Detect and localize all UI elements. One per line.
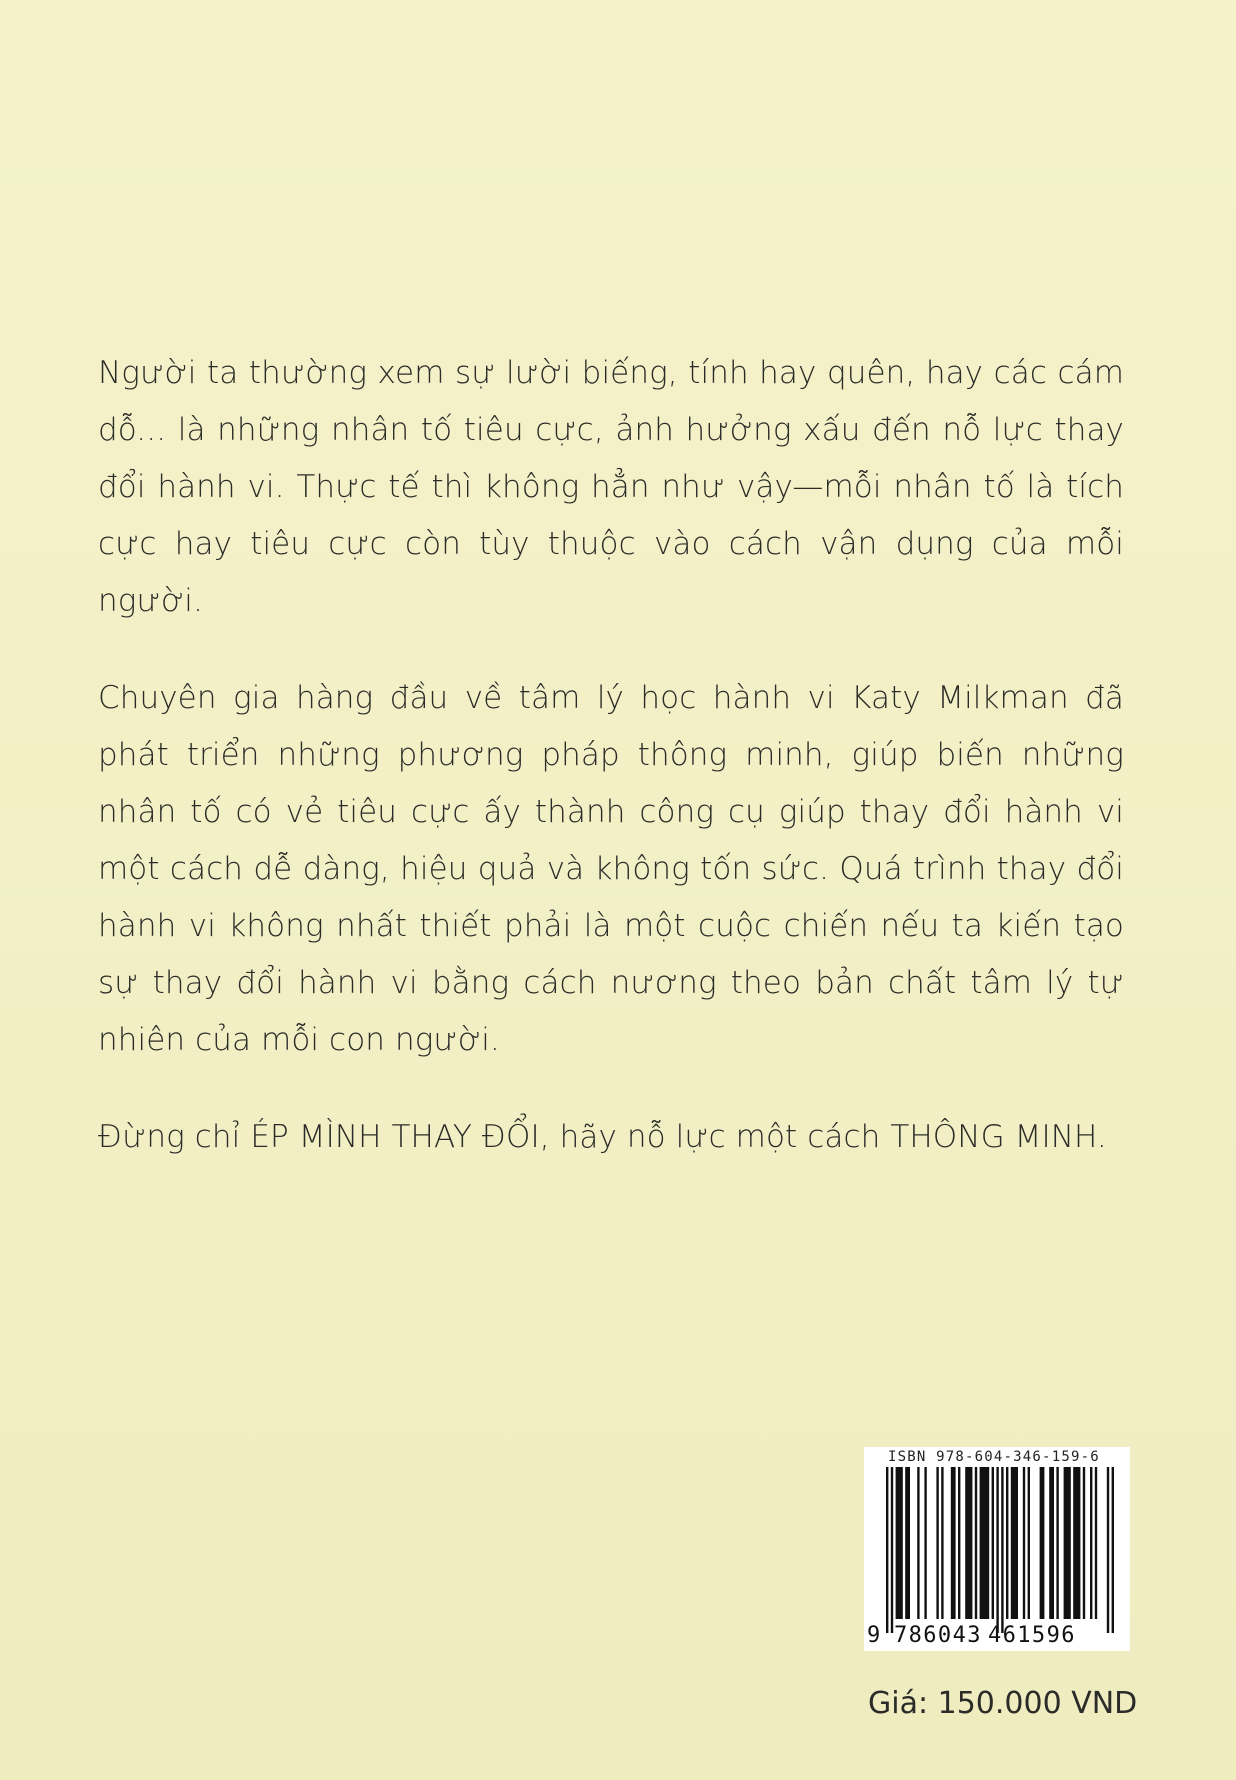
barcode-bar [936, 1467, 938, 1619]
barcode-bar [905, 1467, 910, 1619]
barcode-bar [975, 1467, 977, 1619]
barcode-bar [958, 1467, 960, 1619]
barcode-bar [941, 1467, 943, 1619]
barcode-bar [1112, 1467, 1114, 1633]
barcode-bar [1028, 1467, 1030, 1619]
barcode-bar [965, 1467, 972, 1619]
blurb-text [98, 345, 1124, 1166]
barcode-bar [1064, 1467, 1071, 1619]
ean-digits [864, 1623, 1130, 1647]
barcode-bar [1090, 1467, 1092, 1619]
barcode-bar [1083, 1467, 1085, 1619]
barcode-bars-graphic [864, 1447, 1130, 1651]
barcode-bar [891, 1467, 893, 1633]
ean-first-digit: 9 [867, 1623, 881, 1648]
barcode-bar [1011, 1467, 1018, 1619]
barcode-bar [1056, 1467, 1058, 1619]
barcode-bar [996, 1467, 998, 1633]
barcode-bar [917, 1467, 919, 1619]
barcode-bar [886, 1467, 888, 1633]
barcode-bar [1040, 1467, 1045, 1619]
blurb-tagline: Đừng chỉ ÉP MÌNH THAY ĐỔI, hãy nỗ lực một cách THÔNG MINH. [98, 1119, 1107, 1155]
ean-left-group: 786043 [894, 1623, 982, 1648]
barcode-bar [1023, 1467, 1025, 1619]
isbn-label: ISBN 978-604-346-159-6 [888, 1449, 1100, 1465]
barcode-bar [1095, 1467, 1097, 1619]
barcode-bar [1001, 1467, 1003, 1633]
barcode-bar [992, 1467, 994, 1619]
blurb-paragraph-2: Chuyên gia hàng đầu về tâm lý học hành vi Katy Milkman đã phát triển những phương pháp thông minh, giúp biến những nhân tố có vẻ tiêu cực ấy thành công cụ giúp thay đổi hành vi một cách dễ dàng, hiệu quả và không tốn sức. Quá trình thay đổi hành vi không nhất thiết phải là một cuộc chiến nếu ta kiến tạo sự thay đổi hành vi bằng cách nương theo bản chất tâm lý tự nhiên của mỗi con người. [98, 680, 1124, 1058]
barcode-bar [1073, 1467, 1080, 1619]
blurb-paragraph-1: Người ta thường xem sự lười biếng, tính hay quên, hay các cám dỗ... là những nhân tố tiêu cực, ảnh hưởng xấu đến nỗ lực thay đổi hành vi. Thực tế thì không hẳn như vậy—mỗi nhân tố là tích cực hay tiêu cực còn tùy thuộc vào cách vận dụng của mỗi người. [98, 355, 1124, 619]
barcode-bar [896, 1467, 903, 1619]
barcode-bar [1107, 1467, 1109, 1633]
ean-right-group: 461596 [988, 1623, 1076, 1648]
barcode-bar [1049, 1467, 1054, 1619]
barcode-bar [924, 1467, 926, 1619]
barcode-bar [951, 1467, 956, 1619]
barcode-bar [1006, 1467, 1008, 1619]
price-label: Giá: 150.000 VND [868, 1686, 1138, 1721]
isbn-barcode [864, 1447, 1130, 1651]
barcode-bar [980, 1467, 990, 1619]
